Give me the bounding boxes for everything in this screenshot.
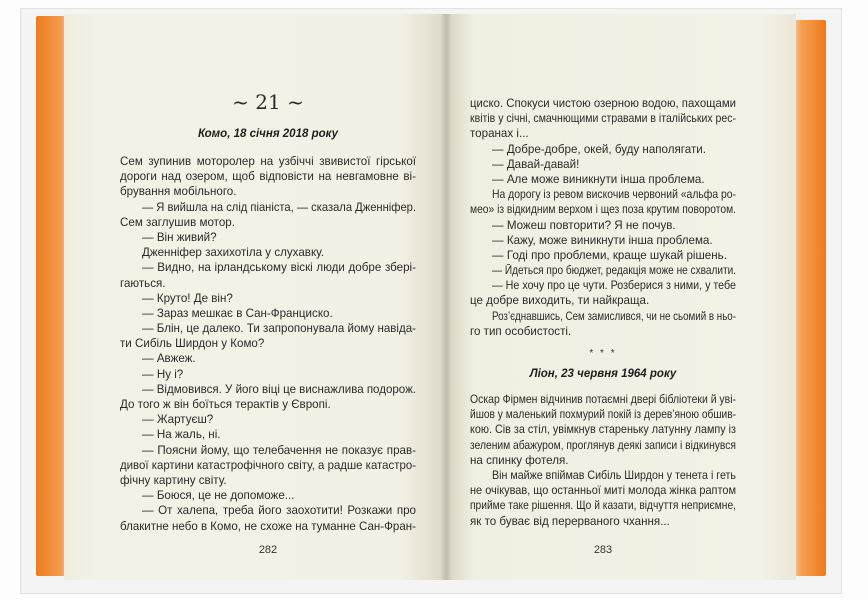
text-line-content: го тип особистості. [470,324,572,338]
text-line [470,248,736,263]
text-line [470,218,736,233]
text-line-content: — Давай-давай! [492,157,580,171]
text-line-content: Він майже впіймав Сибіль Ширдон у тенета і геть [492,468,736,482]
text-line-content: циско. Спокуси чистою озерною водою, пахощами [470,97,736,110]
text-line-content: На дорогу із ревом вискочив червоний «альфа ро- [492,188,736,202]
page-number: 283 [593,544,613,556]
text-line [470,157,736,172]
text-line [470,407,736,422]
text-line [120,427,416,442]
right-page [446,14,796,580]
text-line-content: Оскар Фірмен відчинив потаємні двері бібліотеки й уві- [470,393,736,406]
text-line-content: — Добре-добре, окей, буду наполягати. [492,142,706,156]
text-line [470,202,736,217]
text-line [470,278,736,293]
text-line [470,453,736,468]
text-line-content: — Боюся, це не допоможе... [142,489,295,503]
text-line [470,498,736,513]
text-line-content: прийме таке рішення. Що й казати, відчуття неприємне, [470,499,736,513]
text-line-content: — Можеш повторити? Я не почув. [492,218,676,232]
text-line [470,142,736,157]
right-page-text [470,96,736,339]
text-line-content: — Жартуєш? [142,413,214,427]
text-line [120,382,416,397]
text-line-content: дороги над озером, щоб відповісти на невгамовне ві- [120,170,416,184]
text-line-content: — Але може виникнути інша проблема. [492,172,705,186]
text-line-content: — От халепа, треба його заохотити! Розкажи про [142,504,416,518]
section-separator: * * * [589,348,617,359]
text-line [120,245,416,260]
text-line [470,187,736,202]
text-line-content: Сем зупинив моторолер на узбіччі звивистої гірської [120,155,416,168]
text-line [120,488,416,503]
text-line-content: торанах і... [470,127,529,141]
section-subtitle: Ліон, 23 червня 1964 року [529,368,677,380]
text-line-content: — Поясни йому, що телебачення не показує прав- [142,443,416,457]
text-line [470,468,736,483]
text-line-content: — Зараз мешкає в Сан-Франциско. [142,306,333,320]
text-line [470,422,736,437]
text-line [120,291,416,306]
text-line [120,473,416,488]
text-line [470,263,736,278]
text-line [120,336,416,351]
text-line-content: — Він живий? [142,230,217,244]
text-line-content: гаються. [120,276,166,290]
text-line [120,184,416,199]
text-line-content: Дженніфер захихотіла у слухавку. [142,246,325,260]
text-line-content: — Годі про проблеми, краще шукай рішень. [492,248,727,262]
text-line-content: як то буває від перерваного чхання... [470,514,670,528]
text-line [120,412,416,427]
text-line [120,503,416,518]
text-line [120,367,416,382]
text-line-content: — Ну і? [142,367,184,381]
text-line-content: Сем заглушив мотор. [120,215,235,229]
text-line [120,306,416,321]
text-line-content: блакитне небо в Комо, не схоже на туманне Сан-Фран- [120,519,416,533]
text-line-content: — Блін, це далеко. Ти запропонувала йому навіда- [142,322,416,336]
text-line-content: не очікував, що останньої миті молода жінка раптом [470,484,736,498]
text-line-content: кою. Сів за стіл, увімкнув стареньку латунну лампу із [470,423,736,437]
text-line-content: — Я вийшла на слід піаніста, — сказала Дженніфер. [142,200,416,214]
text-line [470,111,736,126]
chapter-subtitle: Комо, 18 січня 2018 року [198,128,338,140]
text-line-content: — Круто! Де він? [142,291,233,305]
text-line-content: зеленим абажуром, проглянув деякі записи і відкинувся [470,438,736,452]
right-page-text-section [470,392,736,529]
chapter-number: ~ 21 ~ [232,90,304,114]
text-line-content: це добре виходить, ти найкраща. [470,294,650,308]
text-line [120,276,416,291]
page-number: 282 [258,544,278,556]
text-line-content: брування мобільного. [120,185,237,199]
text-line-content: дивої картини катастрофічного світу, а радше катастро- [120,458,416,472]
text-line [470,514,736,529]
text-line-content: — Кажу, може виникнути інша проблема. [492,233,713,247]
text-line [120,215,416,230]
text-line-content: ти Сибіль Ширдон у Комо? [120,337,265,351]
text-line [470,233,736,248]
text-line [470,309,736,324]
text-line-content: — Авжеж. [142,352,196,366]
text-line [470,438,736,453]
text-line [120,200,416,215]
text-line-content: — Видно, на ірландському віскі люди добре збері- [142,261,416,275]
text-line [120,230,416,245]
left-page-text [120,154,416,534]
text-line [470,172,736,187]
text-line [120,169,416,184]
text-line-content: — Відмовився. У його віці це виснажлива подорож. [142,382,416,396]
text-line [470,126,736,141]
text-line [120,519,416,534]
text-line-content: йшов у маленький похмурий покій із дерев’яною обшив- [470,408,736,422]
text-line-content: фічну картину світу. [120,473,227,487]
text-line-content: на спинку фотеля. [470,453,569,467]
text-line [120,260,416,275]
text-line-content: — На жаль, ні. [142,428,221,442]
text-line [120,351,416,366]
text-line [470,96,736,111]
text-line [120,154,416,169]
text-line [470,324,736,339]
text-line-content: — Йдеться про бюджет, редакція може не схвалити. [492,264,736,278]
text-line-content: квітів у січні, смачнющими стравами в італійських рес- [470,112,736,126]
text-line [120,321,416,336]
text-line-content: До того ж він боїться терактів у Європі. [120,398,331,411]
text-line [120,443,416,458]
text-line-content: Роз’єднавшись, Сем замислився, чи не сьомий в ньо- [492,309,736,323]
text-line-content: — Не хочу про це чути. Розберися з ними, у тебе [492,279,736,293]
text-line [470,293,736,308]
text-line [470,392,736,407]
text-line [120,458,416,473]
left-page [64,14,446,580]
text-line [120,397,416,412]
text-line [470,483,736,498]
text-line-content: мео» із відкидним верхом і щез поза крутим поворотом. [470,203,736,217]
